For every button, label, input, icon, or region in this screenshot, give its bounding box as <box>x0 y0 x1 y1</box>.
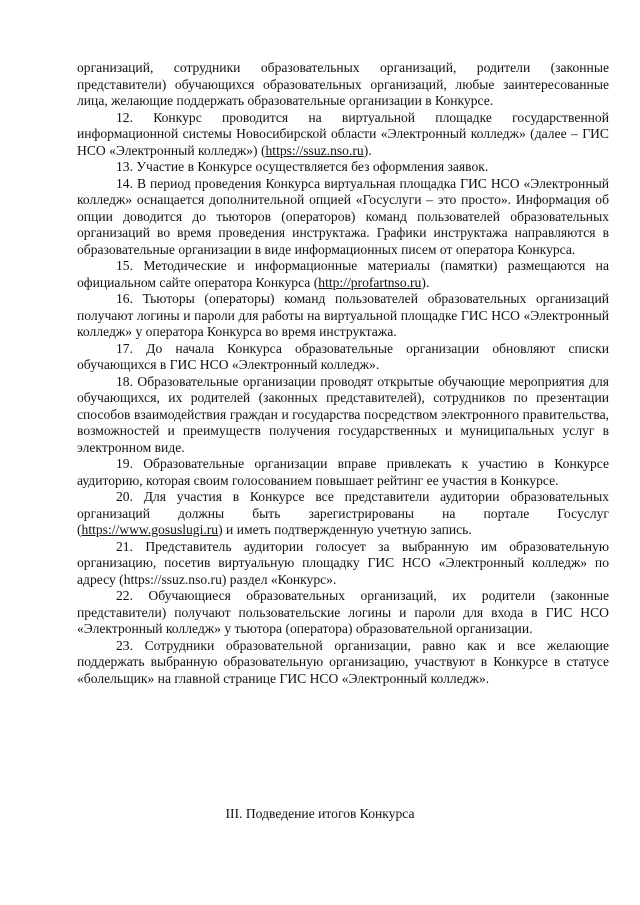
paragraph-12-text: 12. Конкурс проводится на виртуальной площадке государственной информационной системы Новосибирской области «Электронный колледж» (далее – ГИС НСО «Электронный колледж») ( <box>77 109 609 158</box>
paragraph-15-tail: ). <box>421 274 430 290</box>
paragraph-18: 18. Образовательные организации проводят открытые обучающие мероприятия для обучающихся, их родителей (законных представителей), сотрудников по презентации способов взаимодействия граждан и государства посредством электронного правительства, возможностей и преимуществ получения государственных и муниципальных услуг в электронном виде. <box>77 373 609 455</box>
paragraph-continuation: организаций, сотрудники образовательных организаций, родители (законные представители) обучающихся образовательных организаций, любые заинтересованные лица, желающие поддержать образовательные организации в Конкурсе. <box>77 60 609 108</box>
profartnso-link[interactable]: http://profartnso.ru <box>318 274 422 290</box>
paragraph-13: 13. Участие в Конкурсе осуществляется без оформления заявок. <box>116 159 489 174</box>
gosuslugi-link[interactable]: https://www.gosuslugi.ru <box>81 522 219 537</box>
paragraph-21: 21. Представитель аудитории голосует за выбранную им образовательную организацию, посетив виртуальную площадку ГИС НСО «Электронный колледж» по адресу (https://ssuz.nso.ru) раздел «Конкурс». <box>77 538 609 587</box>
paragraph-22: 22. Обучающиеся образовательных организаций, их родители (законные представители) получают пользовательские логины и пароли для входа в ГИС НСО «Электронный колледж» у тьютора (оператора) образовательной организации. <box>77 588 609 636</box>
paragraph-16: 16. Тьюторы (операторы) команд пользователей образовательных организаций получают логины и пароли для работы на виртуальной площадке ГИС НСО «Электронный колледж» у оператора Конкурса во время инструктажа. <box>77 291 609 339</box>
paragraph-14: 14. В период проведения Конкурса виртуальная площадка ГИС НСО «Электронный колледж» оснащается дополнительной опцией «Госуслуги – это просто». Информация об опции доводится до тьюторов (операторов) команд пользователей образовательных организаций во время проведения инструктажа. Графики инструктажа направляются в образовательные организации в виде информационных писем от оператора Конкурса. <box>77 175 609 257</box>
paragraph-12-tail: ). <box>363 142 372 158</box>
paragraph-17: 17. До начала Конкурса образовательные организации обновляют списки обучающихся в ГИС НСО «Электронный колледж». <box>77 340 609 372</box>
document-body <box>77 60 609 687</box>
paragraph-15 <box>77 258 609 291</box>
paragraph-20-text: 20. Для участия в Конкурсе все представители аудитории образовательных организаций должны быть зарегистрированы на портале Госуслуг ( <box>77 489 609 537</box>
paragraph-19: 19. Образовательные организации вправе привлекать к участию в Конкурсе аудиторию, которая своим голосованием повышает рейтинг ее участия в Конкурсе. <box>77 456 609 488</box>
ssuz-link[interactable]: https://ssuz.nso.ru <box>265 142 364 158</box>
paragraph-23: 23. Сотрудники образовательной организации, равно как и все желающие поддержать выбранную образовательную организацию, участвуют в Конкурсе в статусе «болельщик» на главной странице ГИС НСО «Электронный колледж». <box>77 637 609 686</box>
paragraph-15-text: 15. Методические и информационные материалы (памятки) размещаются на официальном сайте оператора Конкурса ( <box>77 258 609 290</box>
paragraph-12 <box>77 110 609 160</box>
section-heading: III. Подведение итогов Конкурса <box>225 806 415 821</box>
paragraph-20 <box>77 489 609 539</box>
paragraph-20-tail: ) и иметь подтвержденную учетную запись. <box>218 522 472 537</box>
